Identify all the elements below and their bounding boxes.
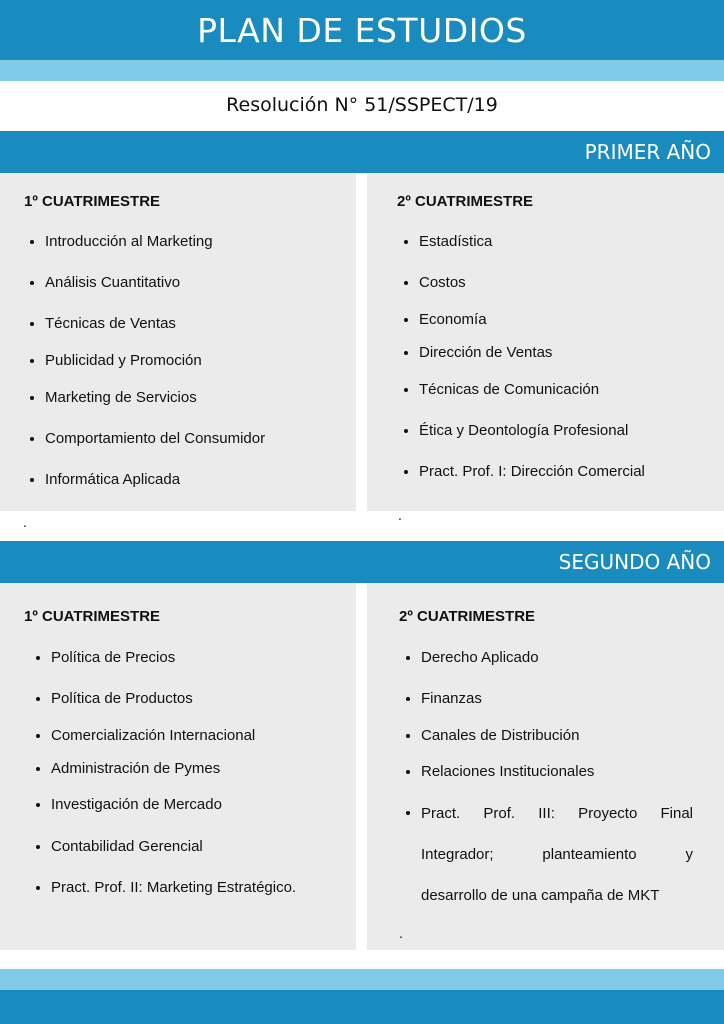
subject-item: Finanzas <box>421 690 482 707</box>
subject-item: Comercialización Internacional <box>51 727 256 744</box>
footer-accent-stripe <box>0 969 724 990</box>
subject-item: Economía <box>419 311 487 328</box>
stray-dot: . <box>398 507 402 523</box>
term-heading: 2º CUATRIMESTRE <box>397 193 534 210</box>
subject-item: Relaciones Institucionales <box>421 763 595 780</box>
subject-item: Publicidad y Promoción <box>45 352 202 369</box>
subject-item: Análisis Cuantitativo <box>45 274 181 291</box>
subject-item: Investigación de Mercado <box>51 796 222 813</box>
subject-item: Estadística <box>419 233 493 250</box>
final-project-line: desarrollo de una campaña de MKT <box>421 887 660 904</box>
subject-item: Canales de Distribución <box>421 727 580 744</box>
year-bar-second <box>0 541 724 583</box>
resolution-text: Resolución N° 51/SSPECT/19 <box>226 94 498 116</box>
subject-item: Informática Aplicada <box>45 471 181 488</box>
year-label-first: PRIMER AÑO <box>584 140 711 164</box>
panel-year1-term2 <box>367 173 724 511</box>
subject-item: Pract. Prof. II: Marketing Estratégico. <box>51 879 297 896</box>
final-project-text <box>421 804 693 906</box>
subject-item: Administración de Pymes <box>51 760 221 777</box>
term-heading: 1º CUATRIMESTRE <box>24 608 161 625</box>
title-bar <box>0 0 724 60</box>
subject-item: Técnicas de Ventas <box>45 315 176 332</box>
title-accent-stripe <box>0 60 724 81</box>
panel-year2-term1 <box>0 583 356 950</box>
subject-item: Pract. Prof. I: Dirección Comercial <box>419 463 645 480</box>
subject-item: Política de Precios <box>51 649 176 666</box>
subject-item: Marketing de Servicios <box>45 389 197 406</box>
term-heading: 2º CUATRIMESTRE <box>399 608 536 625</box>
subject-item: Comportamiento del Consumidor <box>45 430 266 447</box>
panel-year2-term2 <box>367 583 724 950</box>
year-bar-first <box>0 131 724 173</box>
subject-item: Dirección de Ventas <box>419 344 553 361</box>
stray-dot: . <box>23 514 27 530</box>
subject-item: Derecho Aplicado <box>421 649 539 666</box>
page-title: PLAN DE ESTUDIOS <box>197 10 527 50</box>
subject-item: Contabilidad Gerencial <box>51 838 203 855</box>
final-project-line: Integrador; planteamiento y <box>421 846 693 863</box>
panel-year1-term1 <box>0 173 356 511</box>
subject-item: Política de Productos <box>51 690 193 707</box>
final-project-line: Pract. Prof. III: Proyecto Final <box>421 805 693 822</box>
subject-item: Costos <box>419 274 466 291</box>
term-heading: 1º CUATRIMESTRE <box>24 193 161 210</box>
year-label-second: SEGUNDO AÑO <box>558 550 711 574</box>
stray-dot: . <box>399 925 403 941</box>
footer-bar <box>0 990 724 1024</box>
subject-item: Técnicas de Comunicación <box>419 381 600 398</box>
subject-item: Introducción al Marketing <box>45 233 213 250</box>
subject-item: Ética y Deontología Profesional <box>419 422 629 439</box>
